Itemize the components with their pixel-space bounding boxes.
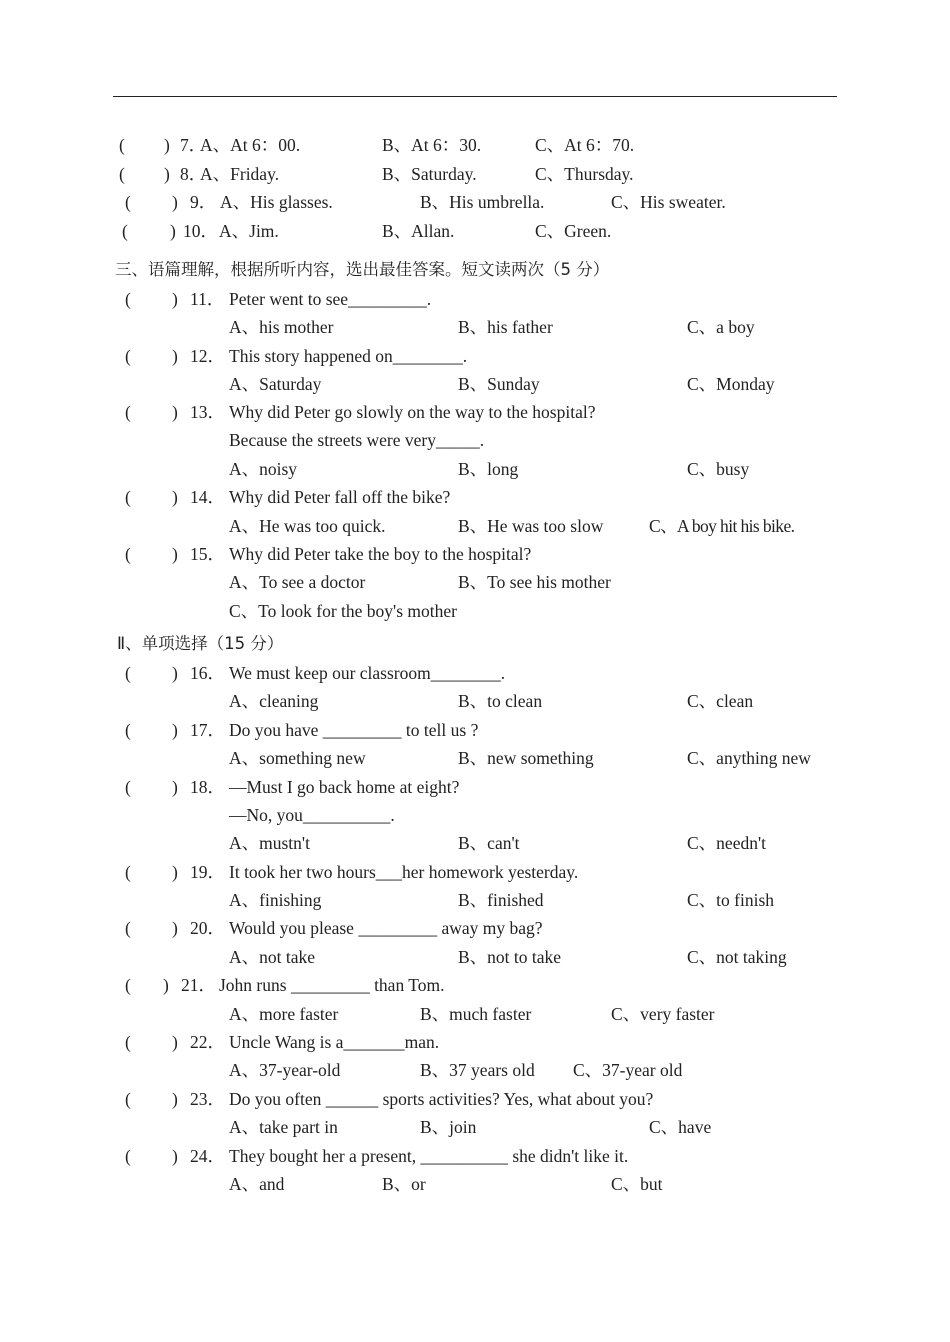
option-a: A、Friday. xyxy=(200,164,280,184)
question-number: 24． xyxy=(190,1146,225,1166)
question-stem: Do you often ______ sports activities? Yes, what about you? xyxy=(229,1089,654,1109)
question-stem: Why did Peter fall off the bike? xyxy=(229,487,451,507)
answer-paren-open: ( xyxy=(125,1089,131,1109)
question-stem: John runs _________ than Tom. xyxy=(219,975,445,995)
option-c: C、a boy xyxy=(687,317,755,337)
option-c: C、Monday xyxy=(687,374,775,394)
option-b: B、can't xyxy=(458,833,520,853)
question-stem: They bought her a present, __________ she didn't like it. xyxy=(229,1146,629,1166)
option-a: A、He was too quick. xyxy=(229,516,386,536)
option-b: B、Sunday xyxy=(458,374,540,394)
answer-paren-open: ( xyxy=(125,544,131,564)
option-c: C、37-year old xyxy=(573,1060,683,1080)
option-c: C、anything new xyxy=(687,748,811,768)
option-a: A、and xyxy=(229,1174,285,1194)
answer-paren-open: ( xyxy=(125,487,131,507)
section-heading: Ⅱ、单项选择（15 分） xyxy=(117,634,284,653)
option-b: B、He was too slow xyxy=(458,516,604,536)
option-c: C、To look for the boy's mother xyxy=(229,601,457,621)
answer-paren-close: ) xyxy=(172,720,178,740)
option-b: B、new something xyxy=(458,748,594,768)
option-a: A、37-year-old xyxy=(229,1060,341,1080)
question-number: 17． xyxy=(190,720,225,740)
option-c: C、Thursday. xyxy=(535,164,634,184)
option-c: C、but xyxy=(611,1174,663,1194)
answer-paren-open: ( xyxy=(125,1146,131,1166)
question-number: 7． xyxy=(180,135,207,155)
option-b: B、join xyxy=(420,1117,477,1137)
question-number: 10． xyxy=(183,221,218,241)
question-number: 9． xyxy=(190,192,217,212)
question-number: 20． xyxy=(190,918,225,938)
answer-paren-close: ) xyxy=(172,918,178,938)
option-b: B、Saturday. xyxy=(382,164,477,184)
question-stem-line2: Because the streets were very_____. xyxy=(229,430,485,450)
answer-paren-open: ( xyxy=(125,777,131,797)
option-a: A、not take xyxy=(229,947,316,967)
option-c: C、not taking xyxy=(687,947,787,967)
option-a: A、cleaning xyxy=(229,691,319,711)
option-b: B、Allan. xyxy=(382,221,455,241)
answer-paren-open: ( xyxy=(125,1032,131,1052)
option-c: C、needn't xyxy=(687,833,766,853)
question-stem: Peter went to see_________. xyxy=(229,289,432,309)
answer-paren-close: ) xyxy=(172,289,178,309)
answer-paren-close: ) xyxy=(172,1089,178,1109)
answer-paren-close: ) xyxy=(172,1146,178,1166)
answer-paren-close: ) xyxy=(172,777,178,797)
section-heading: 三、语篇理解，根据所听内容，选出最佳答案。短文读两次（5 分） xyxy=(115,260,610,279)
answer-paren-close: ) xyxy=(172,663,178,683)
question-number: 14． xyxy=(190,487,225,507)
question-stem: Would you please _________ away my bag? xyxy=(229,918,543,938)
option-a: A、His glasses. xyxy=(220,192,333,212)
option-a: A、finishing xyxy=(229,890,322,910)
question-number: 23． xyxy=(190,1089,225,1109)
answer-paren-open: ( xyxy=(125,918,131,938)
option-a: A、Saturday xyxy=(229,374,322,394)
question-stem: Why did Peter go slowly on the way to the hospital? xyxy=(229,402,596,422)
question-stem: Uncle Wang is a_______man. xyxy=(229,1032,440,1052)
question-number: 11． xyxy=(190,289,225,309)
option-a: A、Jim. xyxy=(219,221,279,241)
option-c: C、clean xyxy=(687,691,754,711)
option-b: B、finished xyxy=(458,890,544,910)
answer-paren-close: ) xyxy=(172,862,178,882)
question-stem: Do you have _________ to tell us ? xyxy=(229,720,479,740)
option-b: B、much faster xyxy=(420,1004,532,1024)
option-a: A、his mother xyxy=(229,317,334,337)
answer-paren-close: ) xyxy=(172,544,178,564)
option-a: A、something new xyxy=(229,748,366,768)
question-number: 15． xyxy=(190,544,225,564)
question-number: 18． xyxy=(190,777,225,797)
option-b: B、37 years old xyxy=(420,1060,535,1080)
option-c: C、have xyxy=(649,1117,712,1137)
option-b: B、To see his mother xyxy=(458,572,611,592)
option-a: A、more faster xyxy=(229,1004,339,1024)
option-c: C、Green. xyxy=(535,221,612,241)
question-number: 12． xyxy=(190,346,225,366)
answer-paren-open: ( xyxy=(125,975,131,995)
option-a: A、noisy xyxy=(229,459,298,479)
answer-paren-close: ) xyxy=(164,135,170,155)
question-stem: —Must I go back home at eight? xyxy=(229,777,460,797)
answer-paren-open: ( xyxy=(119,164,125,184)
header-rule xyxy=(113,96,837,97)
question-stem: It took her two hours___her homework yesterday. xyxy=(229,862,579,882)
answer-paren-close: ) xyxy=(164,164,170,184)
answer-paren-close: ) xyxy=(163,975,169,995)
question-stem-line2: —No, you__________. xyxy=(229,805,395,825)
answer-paren-open: ( xyxy=(122,221,128,241)
option-c: C、A boy hit his bike. xyxy=(649,516,795,536)
question-number: 19． xyxy=(190,862,225,882)
answer-paren-close: ) xyxy=(172,402,178,422)
option-b: B、or xyxy=(382,1174,426,1194)
option-a: A、mustn't xyxy=(229,833,310,853)
option-b: B、long xyxy=(458,459,519,479)
answer-paren-open: ( xyxy=(119,135,125,155)
option-a: A、At 6：00. xyxy=(200,135,301,155)
option-b: B、At 6：30. xyxy=(382,135,482,155)
option-c: C、At 6：70. xyxy=(535,135,635,155)
answer-paren-close: ) xyxy=(172,487,178,507)
answer-paren-close: ) xyxy=(172,192,178,212)
answer-paren-open: ( xyxy=(125,720,131,740)
question-number: 21． xyxy=(181,975,216,995)
question-number: 22． xyxy=(190,1032,225,1052)
option-b: B、His umbrella. xyxy=(420,192,545,212)
question-number: 13． xyxy=(190,402,225,422)
answer-paren-close: ) xyxy=(172,1032,178,1052)
answer-paren-open: ( xyxy=(125,289,131,309)
option-c: C、busy xyxy=(687,459,750,479)
question-stem: This story happened on________. xyxy=(229,346,468,366)
answer-paren-close: ) xyxy=(170,221,176,241)
question-stem: Why did Peter take the boy to the hospital? xyxy=(229,544,532,564)
option-c: C、His sweater. xyxy=(611,192,726,212)
option-c: C、very faster xyxy=(611,1004,715,1024)
question-number: 16． xyxy=(190,663,225,683)
answer-paren-open: ( xyxy=(125,346,131,366)
answer-paren-open: ( xyxy=(125,192,131,212)
answer-paren-open: ( xyxy=(125,663,131,683)
option-a: A、To see a doctor xyxy=(229,572,366,592)
answer-paren-open: ( xyxy=(125,402,131,422)
option-c: C、to finish xyxy=(687,890,775,910)
answer-paren-close: ) xyxy=(172,346,178,366)
option-a: A、take part in xyxy=(229,1117,338,1137)
question-stem: We must keep our classroom________. xyxy=(229,663,506,683)
option-b: B、his father xyxy=(458,317,553,337)
question-number: 8． xyxy=(180,164,207,184)
option-b: B、not to take xyxy=(458,947,562,967)
answer-paren-open: ( xyxy=(125,862,131,882)
option-b: B、to clean xyxy=(458,691,543,711)
